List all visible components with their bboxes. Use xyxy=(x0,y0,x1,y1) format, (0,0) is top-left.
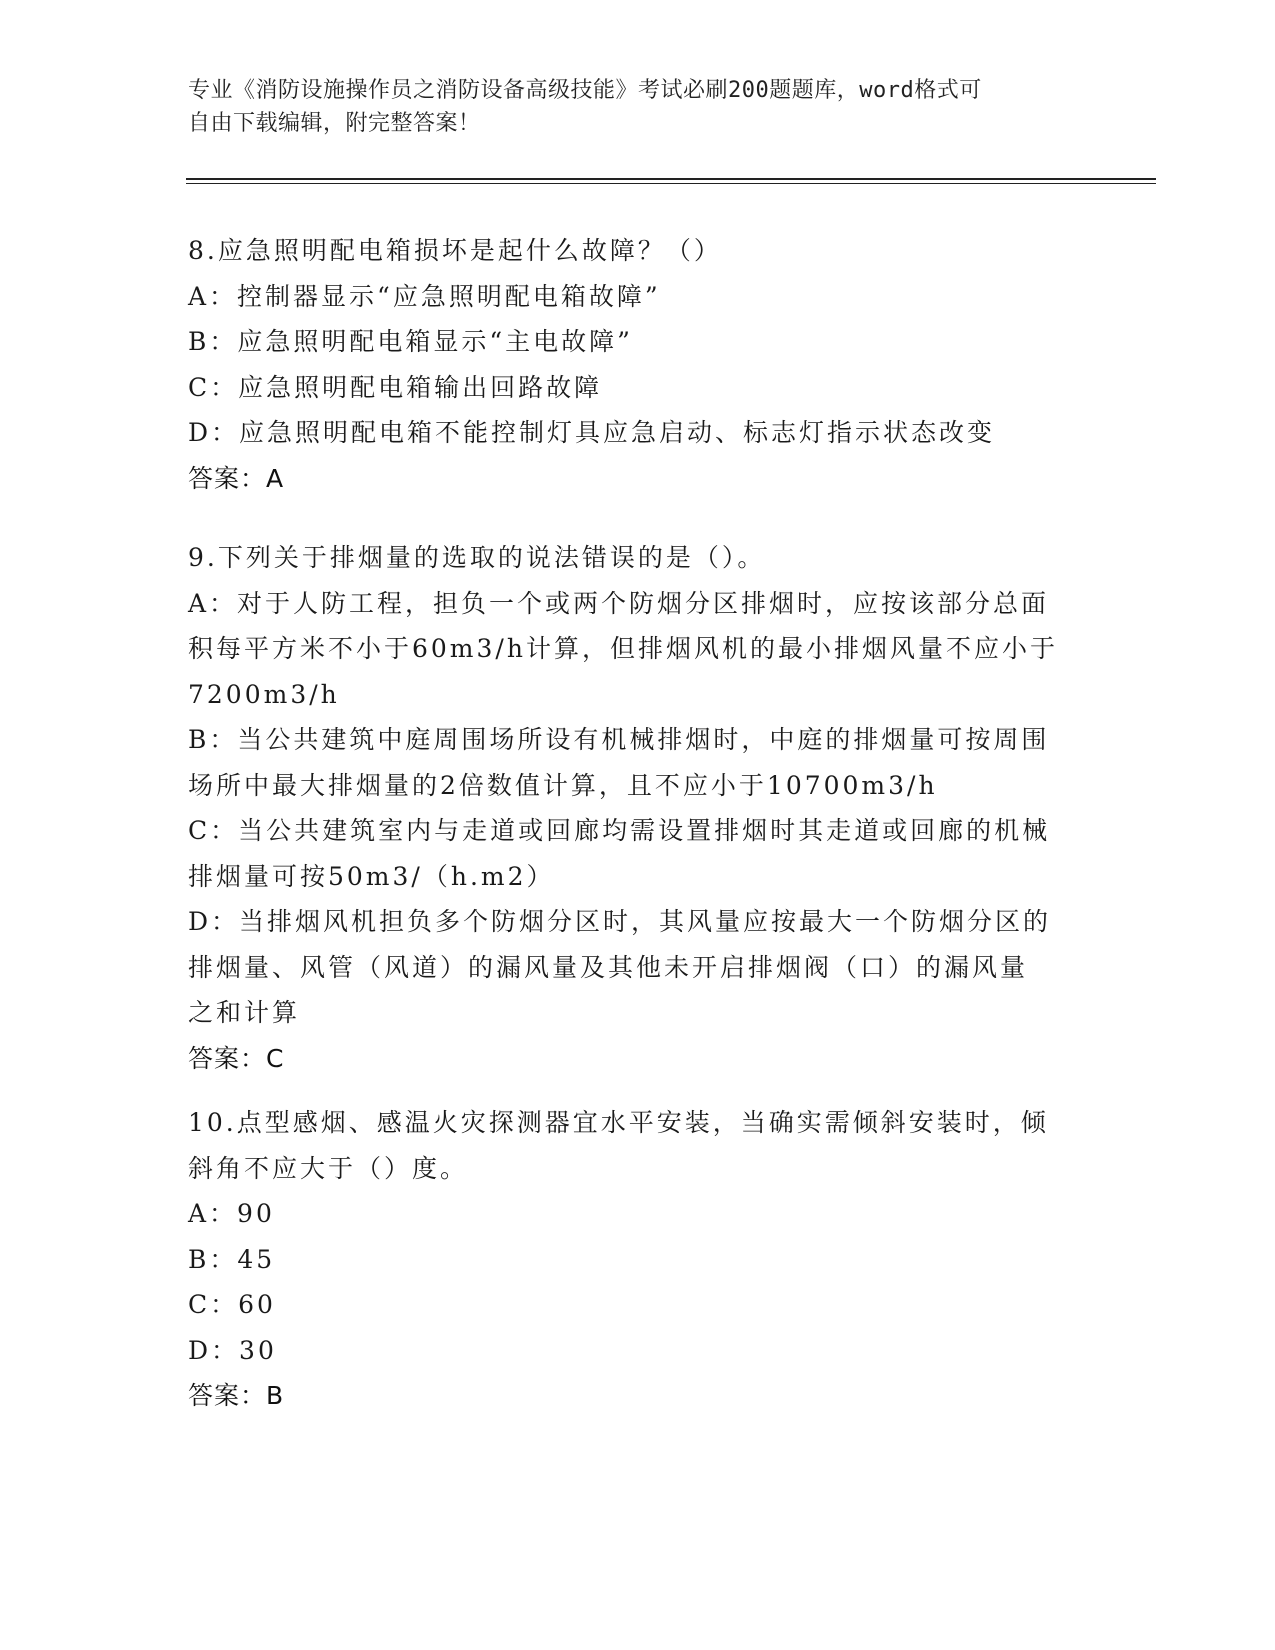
question-stem: 9.下列关于排烟量的选取的说法错误的是（）。 xyxy=(188,543,766,572)
option-d-line-1: D：当排烟风机担负多个防烟分区时，其风量应按最大一个防烟分区的 xyxy=(188,907,1052,936)
option-c: C：60 xyxy=(188,1290,276,1319)
question-10 xyxy=(188,1100,1088,1419)
answer-line: 答案：B xyxy=(188,1381,285,1410)
question-stem-line-2: 斜角不应大于（）度。 xyxy=(188,1153,469,1183)
header-divider-thick xyxy=(186,178,1156,180)
option-b: B：45 xyxy=(188,1244,276,1274)
option-c-line-2: 排烟量可按50m3/（h.m2） xyxy=(188,861,555,891)
question-8 xyxy=(188,228,1088,501)
answer-line: 答案：C xyxy=(188,1043,285,1073)
header-line-1: 专业《消防设施操作员之消防设备高级技能》考试必刷200题题库，word格式可 xyxy=(188,78,982,103)
header-divider-thin xyxy=(186,183,1156,184)
option-a-line-2: 积每平方米不小于60m3/h计算，但排烟风机的最小排烟风量不应小于 xyxy=(188,634,1058,663)
option-d-line-2: 排烟量、风管（风道）的漏风量及其他未开启排烟阀（口）的漏风量 xyxy=(188,952,1029,982)
option-d: D：应急照明配电箱不能控制灯具应急启动、标志灯指示状态改变 xyxy=(188,418,996,447)
option-a-line-1: A：对于人防工程，担负一个或两个防烟分区排烟时，应按该部分总面 xyxy=(188,588,1050,618)
question-stem: 8.应急照明配电箱损坏是起什么故障？（） xyxy=(188,236,722,265)
document-header xyxy=(188,74,1088,140)
header-line-2: 自由下载编辑，附完整答案！ xyxy=(188,111,481,136)
option-d-line-3: 之和计算 xyxy=(188,998,301,1027)
option-a: A：90 xyxy=(188,1199,275,1228)
option-c: C：应急照明配电箱输出回路故障 xyxy=(188,372,603,402)
option-d: D：30 xyxy=(188,1335,277,1365)
answer-line: 答案：A xyxy=(188,463,285,493)
question-9 xyxy=(188,535,1088,1081)
option-a-line-3: 7200m3/h xyxy=(188,679,340,709)
question-stem-line-1: 10.点型感烟、感温火灾探测器宜水平安装，当确实需倾斜安装时，倾 xyxy=(188,1108,1049,1137)
option-b-line-1: B：当公共建筑中庭周围场所设有机械排烟时，中庭的排烟量可按周围 xyxy=(188,725,1050,754)
option-c-line-1: C：当公共建筑室内与走道或回廊均需设置排烟时其走道或回廊的机械 xyxy=(188,816,1051,845)
option-b-line-2: 场所中最大排烟量的2倍数值计算，且不应小于10700m3/h xyxy=(188,770,938,800)
option-b: B：应急照明配电箱显示“主电故障” xyxy=(188,327,633,356)
option-a: A：控制器显示“应急照明配电箱故障” xyxy=(188,281,661,311)
